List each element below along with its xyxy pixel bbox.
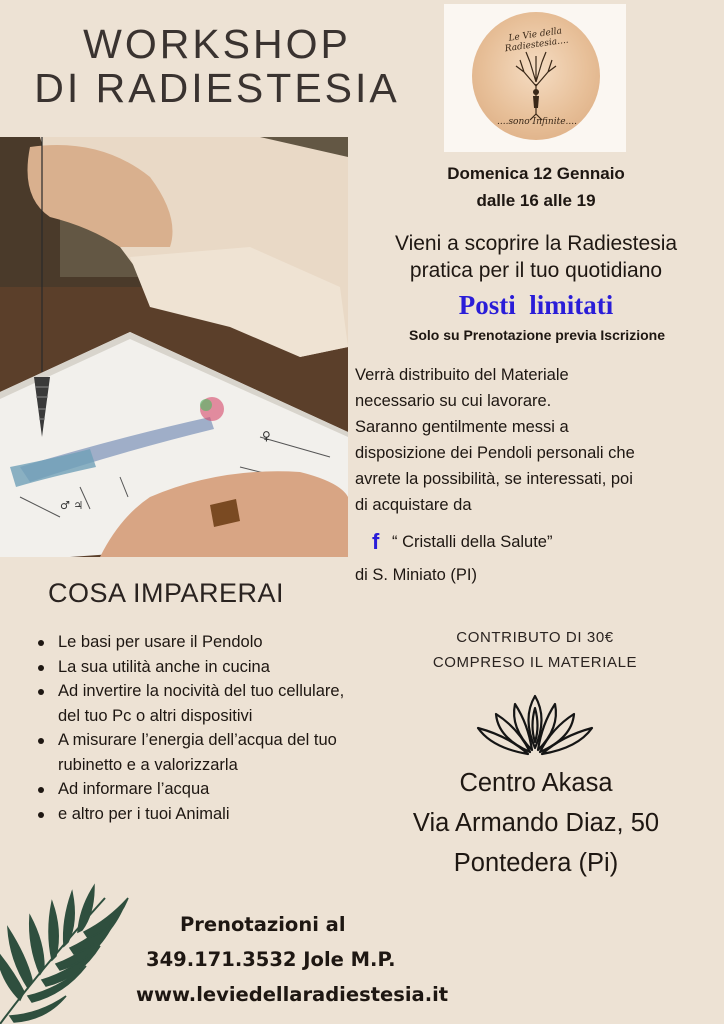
venue-city: Pontedera (Pi) [453,849,619,877]
contribution-info [385,625,685,675]
description-line: di acquistare da [355,496,472,514]
page-title [22,22,412,110]
event-date [380,160,692,214]
description-line: Verrà distribuito del Materiale [355,366,569,384]
contribution-note: COMPRESO IL MATERIALE [432,654,638,671]
title-line-2: DI RADIESTESIA [34,65,400,111]
list-item: La sua utilità anche in cucina [36,655,366,680]
list-item: Ad invertire la nocività del tuo cellulare, del tuo Pc o altri dispositivi [36,679,366,728]
intro-line-2: pratica per il tuo quotidiano [409,259,663,282]
logo-text-top: Le Vie della Radiestesia.... [504,26,570,55]
pendulum-illustration [0,137,348,557]
venue-address [370,763,702,883]
list-item: e altro per i tuoi Animali [36,802,366,827]
svg-text:♀: ♀ [262,429,271,443]
title-line-1: WORKSHOP [83,21,351,67]
pendulum-photo [0,137,348,557]
logo-text-bottom: ....sono Infinite.... [497,117,577,127]
tree-figure-icon [506,44,566,122]
learn-list [36,630,366,826]
contribution-price: CONTRIBUTO DI 30€ [456,629,614,646]
svg-text:♂ ♃: ♂ ♃ [60,499,84,512]
shop-reference [372,529,712,554]
list-item: Le basi per usare il Pendolo [36,630,366,655]
intro-line-1: Vieni a scoprire la Radiestesia [394,232,678,255]
learn-heading: COSA IMPARERAI [48,578,285,608]
description-line: disposizione dei Pendoli personali che [355,444,635,462]
limited-seats-notice: Posti limitati [458,290,614,320]
event-time: dalle 16 alle 19 [476,191,596,210]
event-date-line-1: Domenica 12 Gennaio [447,164,625,183]
description-line: avrete la possibilità, se interessati, poi [355,470,633,488]
event-description [355,362,720,518]
logo-panel [444,4,626,152]
description-line: necessario su cui lavorare. [355,392,552,410]
booking-phone[interactable]: 349.171.3532 Jole M.P. [146,948,396,971]
booking-website[interactable]: www.leviedellaradiestesia.it [136,983,449,1006]
booking-info [120,907,480,1012]
event-intro [356,230,716,284]
lotus-icon [470,688,600,760]
description-line: Saranno gentilmente messi a [355,418,569,436]
palm-leaf-icon [0,880,135,1024]
venue-street: Via Armando Diaz, 50 [412,809,660,837]
logo [472,12,600,140]
facebook-icon[interactable]: f [372,529,380,554]
booking-requirement: Solo su Prenotazione previa Iscrizione [409,327,665,343]
list-item: A misurare l’energia dell’acqua del tuo rubinetto e a valorizzarla [36,728,366,777]
list-item: Ad informare l’acqua [36,777,366,802]
booking-label: Prenotazioni al [180,913,346,936]
shop-location: di S. Miniato (PI) [355,566,477,584]
shop-name: “ Cristalli della Salute” [392,532,553,551]
venue-name: Centro Akasa [459,769,613,797]
